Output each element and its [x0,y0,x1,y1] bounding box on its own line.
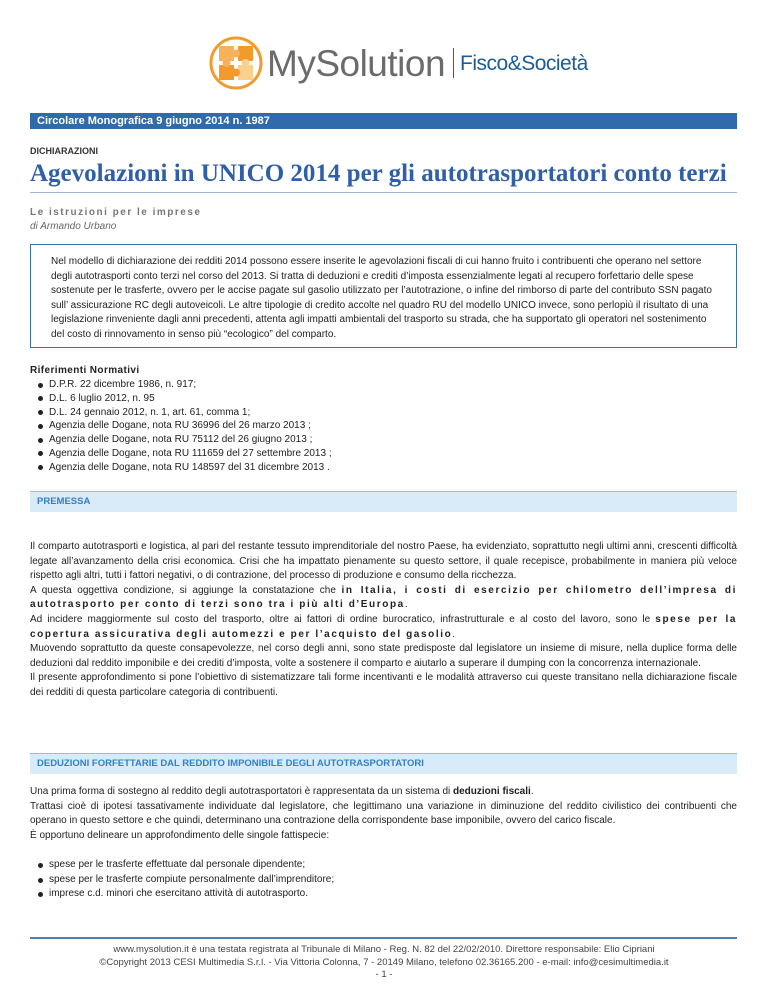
list-item: spese per le trasferte compiute personalmente dall’imprenditore; [30,873,334,888]
list-item: imprese c.d. minori che esercitano attività di autotrasporto. [30,887,334,902]
section-heading-premessa: PREMESSA [30,491,737,512]
paragraph: Il comparto autotrasporti e logistica, al pari del restante tessuto imprenditoriale del nostro Paese, ha evidenziato, soprattutto negli ultimi anni, crescenti difficoltà legate all’avanzamento della crisi economica. Crisi che ha impattato pienamente su questo settore, il quale recepisce, probabilmente in maniera più veloce rispetto agli altri, tutti i fattori negativi, o di contrazione, del processo di produzione e consumo della ricchezza. [30,541,737,582]
premessa-body: Il comparto autotrasporti e logistica, al pari del restante tessuto imprenditoriale del nostro Paese, ha evidenziato, soprattutto negli ultimi anni, crescenti difficoltà legate all’avanzamento della crisi economica. Crisi che ha impattato pienamente su questo settore, il quale recepisce, probabilmente in maniera più veloce rispetto agli altri, tutti i fattori negativi, o di contrazione, del processo di produzione e consumo della ricchezza. A questa oggettiva condizione, si aggiunge la constatazione che in Italia, i costi di esercizio per chilometro dell’impresa di autotrasporto per conto di terzi sono tra i più alti d’Europa. Ad incidere maggiormente sul costo del trasporto, oltre ai fattori di ordine burocratico, infrastrutturale e al costo del lavoro, sono le spese per la copertura assicurativa degli automezzi e per l’acquisto del gasolio. Muovendo soprattutto da queste consapevolezze, nel corso degli anni, sono state predisposte dal legislatore un insieme di misure, nella duplice forma delle deduzioni dal reddito imponibile e dei crediti d’imposta, volte a sostenere il comparto e aiutarlo a superare il dumping con la concorrenza internazionale. Il presente approfondimento si pone l’obiettivo di sistematizzare tali forme incentivanti e le modalità attraverso cui queste transitano nella dichiarazione fiscale dei redditi di questa particolare categoria di contribuenti. [30,541,738,698]
paragraph: Muovendo soprattutto da queste consapevolezze, nel corso degli anni, sono state predisposte dal legislatore un insieme di misure, nella duplice forma delle deduzioni dal reddito imponibile e dei crediti d’imposta, volte a sostenere il comparto e aiutarlo a superare il dumping con la concorrenza internazionale. [30,643,737,669]
logo[interactable] [209,36,588,90]
paragraph: Una prima forma di sostegno al reddito degli autotrasportatori è rappresentata da un sistema di [30,786,454,797]
category-label: DICHIARAZIONI [30,146,98,156]
deduzioni-body: Una prima forma di sostegno al reddito degli autotrasportatori è rappresentata da un sistema di deduzioni fiscali. Trattasi cioè di ipotesi tassativamente individuate dal legislatore, che legittimano una variazione in diminuzione del reddito civilistico dei contribuenti che operano in questo settore e che quindi, determinano una contrazione della corrispondente base imponibile, ovvero del carico fiscale. È opportuno delineare un approfondimento delle singole fattispecie: [30,786,737,841]
emphasis: spese per la copertura assicurativa degli automezzi e per l’acquisto del gasolio [30,613,738,640]
list-item: D.P.R. 22 dicembre 1986, n. 917; [30,378,332,392]
article-author: di Armando Urbano [30,221,117,232]
article-subtitle: Le istruzioni per le imprese [30,207,202,218]
deduzioni-list [30,858,334,902]
abstract-text: Nel modello di dichiarazione dei redditi 2014 possono essere inserite le agevolazioni fiscali di cui hanno fruito i contribuenti che operano nel settore degli autotrasporti conto terzi nel corso del 2013. Si tratta di deduzioni e crediti d’imposta essenzialmente legati al recupero forfettario delle spese sostenute per le trasferte, ovvero per le accise pagate sul gasolio utilizzato per l’autotrazione, o infine del rimborso di parte del contributo SSN pagato sull’ assicurazione RC degli autoveicoli. Le altre tipologie di credito accolte nel quadro RU del modello UNICO invece, sono perlopiù il risultato di una legislazione rinveniente dagli anni precedenti, attenta agli impatti ambientali del trasporto su strada, che ha supportato gli operatori nel sostenimento del costo di rinnovamento in senso più “ecologico” del comparto. [51,256,712,340]
paragraph: Ad incidere maggiormente sul costo del trasporto, oltre ai fattori di ordine burocratico, infrastrutturale e al costo del lavoro, sono le [30,613,656,625]
list-item: D.L. 6 luglio 2012, n. 95 [30,392,332,406]
abstract-box [30,244,737,348]
refs-list [30,378,332,475]
list-item: Agenzia delle Dogane, nota RU 148597 del 31 dicembre 2013 . [30,461,332,475]
article-title: Agevolazioni in UNICO 2014 per gli autotrasportatori conto terzi [30,160,727,187]
section-heading-deduzioni: DEDUZIONI FORFETTARIE DAL REDDITO IMPONIBILE DEGLI AUTOTRASPORTATORI [30,753,737,774]
list-item: D.L. 24 gennaio 2012, n. 1, art. 61, comma 1; [30,406,332,420]
refs-title: Riferimenti Normativi [30,365,140,376]
puzzle-logo-icon [209,36,263,90]
paragraph: È opportuno delineare un approfondimento delle singole fattispecie: [30,829,330,841]
paragraph: Trattasi cioè di ipotesi tassativamente individuate dal legislatore, che legittimano una variazione in diminuzione del reddito civilistico dei contribuenti che operano in questo settore e che quindi, determinano una contrazione della corrispondente base imponibile, ovvero del carico fiscale. [30,800,737,827]
footer-line: www.mysolution.it è una testata registrata al Tribunale di Milano - Reg. N. 82 del 22/02/2010. Direttore responsabile: Elio Cipriani [113,944,655,955]
emphasis: deduzioni fiscali [453,786,531,797]
footer-line: ©Copyright 2013 CESI Multimedia S.r.l. - Via Vittoria Colonna, 7 - 20149 Milano, telefono 02.36165.200 - e-mail: info@cesimultimedia.it [99,956,669,968]
list-item: spese per le trasferte effettuate dal personale dipendente; [30,858,334,873]
footer-divider [30,937,737,939]
circolare-bar: Circolare Monografica 9 giugno 2014 n. 1987 [30,113,737,129]
footer [0,944,768,982]
logo-divider [453,48,454,78]
paragraph: Il presente approfondimento si pone l’obiettivo di sistematizzare tali forme incentivanti e le modalità attraverso cui queste transitano nella dichiarazione fiscale dei redditi di questa particolare categoria di contribuenti. [30,672,737,698]
title-divider [30,192,737,193]
logo-name: MySolution [267,42,446,84]
page-number: - 1 - [375,969,393,981]
logo-subtitle: Fisco&Società [460,51,588,75]
list-item: Agenzia delle Dogane, nota RU 75112 del 26 giugno 2013 ; [30,433,332,447]
list-item: Agenzia delle Dogane, nota RU 36996 del 26 marzo 2013 ; [30,419,332,433]
header [0,32,768,92]
list-item: Agenzia delle Dogane, nota RU 111659 del 27 settembre 2013 ; [30,447,332,461]
emphasis: in Italia, i costi di esercizio per chilometro dell’impresa di autotrasporto per conto di terzi sono tra i più alti d’Europa [30,584,737,611]
paragraph: A questa oggettiva condizione, si aggiunge la constatazione che [30,584,342,596]
